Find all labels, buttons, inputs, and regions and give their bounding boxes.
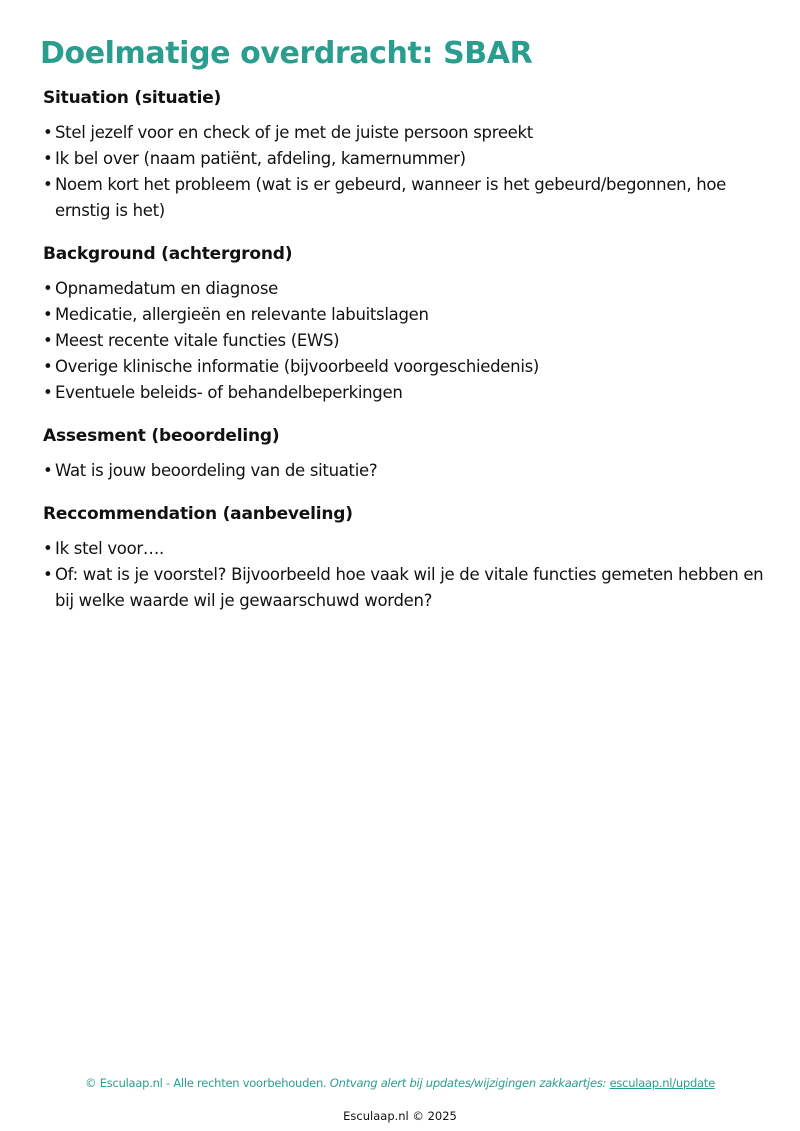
list-item: • Stel jezelf voor en check of je met de juiste persoon spreekt	[43, 120, 778, 146]
bullet-icon: •	[43, 331, 53, 350]
bullet-icon: •	[43, 539, 53, 558]
section-heading-assessment: Assesment (beoordeling)	[43, 426, 280, 446]
footer-rights: © Esculaap.nl - Alle rechten voorbehouden.	[85, 1076, 327, 1090]
list-item: • Noem kort het probleem (wat is er gebeurd, wanneer is het gebeurd/begonnen, hoe ernstig is het)	[43, 172, 778, 224]
bullet-icon: •	[43, 383, 53, 402]
section-background	[43, 243, 778, 406]
section-assessment	[43, 425, 778, 484]
bullet-icon: •	[43, 565, 53, 584]
section-heading-situation: Situation (situatie)	[43, 88, 222, 108]
assessment-list	[43, 458, 778, 484]
list-item: • Opnamedatum en diagnose	[43, 276, 778, 302]
page-title: Doelmatige overdracht: SBAR	[40, 36, 533, 71]
bullet-icon: •	[43, 305, 53, 324]
list-item: • Medicatie, allergieën en relevante labuitslagen	[43, 302, 778, 328]
bullet-icon: •	[43, 357, 53, 376]
list-item: • Ik bel over (naam patiënt, afdeling, kamernummer)	[43, 146, 778, 172]
list-item: • Meest recente vitale functies (EWS)	[43, 328, 778, 354]
recommendation-list	[43, 536, 778, 614]
footer-update-link[interactable]: esculaap.nl/update	[609, 1076, 715, 1090]
bullet-icon: •	[43, 461, 53, 480]
section-situation	[43, 87, 778, 224]
sbar-content	[43, 87, 778, 633]
bullet-icon: •	[43, 123, 53, 142]
section-recommendation	[43, 503, 778, 614]
bullet-icon: •	[43, 279, 53, 298]
list-item: • Overige klinische informatie (bijvoorbeeld voorgeschiedenis)	[43, 354, 778, 380]
section-heading-recommendation: Reccommendation (aanbeveling)	[43, 504, 353, 524]
bullet-icon: •	[43, 149, 53, 168]
footer-alert: Ontvang alert bij updates/wijzigingen zakkaartjes:	[329, 1076, 607, 1090]
situation-list	[43, 120, 778, 224]
section-heading-background: Background (achtergrond)	[43, 244, 293, 264]
list-item: • Eventuele beleids- of behandelbeperkingen	[43, 380, 778, 406]
bullet-icon: •	[43, 175, 53, 194]
list-item: • Ik stel voor….	[43, 536, 778, 562]
footer-copyright: Esculaap.nl © 2025	[343, 1109, 457, 1123]
list-item: • Of: wat is je voorstel? Bijvoorbeeld hoe vaak wil je de vitale functies gemeten hebben en bij welke waarde wil je gewaarschuwd worden?	[43, 562, 778, 614]
background-list	[43, 276, 778, 406]
list-item: • Wat is jouw beoordeling van de situatie?	[43, 458, 778, 484]
footer-credit	[0, 1075, 800, 1091]
